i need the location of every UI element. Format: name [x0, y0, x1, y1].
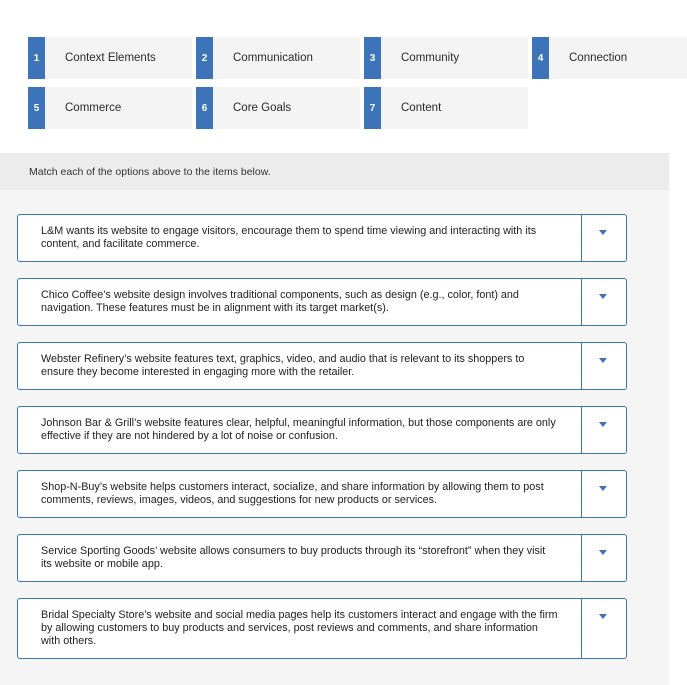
- item-text: L&M wants its website to engage visitors, encourage them to spend time viewing and interacting with its content, and facilitate commerce.: [41, 225, 537, 250]
- items-list: [0, 190, 669, 685]
- item-text: Chico Coffee’s website design involves traditional components, such as design (e.g., color, font) and navigation. These features must be in alignment with its target market(s).: [41, 289, 519, 314]
- option-label: Commerce: [65, 102, 122, 114]
- answer-dropdown[interactable]: [581, 215, 626, 261]
- item-7: [17, 598, 627, 659]
- item-2: [17, 278, 627, 326]
- chevron-down-icon: [599, 550, 607, 555]
- option-5: [28, 87, 192, 129]
- option-3: [364, 37, 528, 79]
- option-label: Core Goals: [233, 102, 292, 114]
- option-1: [28, 37, 192, 79]
- item-6: [17, 534, 627, 582]
- answer-dropdown[interactable]: [581, 343, 626, 389]
- chevron-down-icon: [599, 230, 607, 235]
- chevron-down-icon: [599, 422, 607, 427]
- option-number: 4: [532, 37, 549, 79]
- item-text: Johnson Bar & Grill’s website features clear, helpful, meaningful information, but those components are only effective if they are not hindered by a lot of noise or confusion.: [41, 417, 556, 442]
- option-label: Community: [401, 52, 460, 64]
- item-4: [17, 406, 627, 454]
- option-label: Connection: [569, 52, 628, 64]
- chevron-down-icon: [599, 486, 607, 491]
- chevron-down-icon: [599, 358, 607, 363]
- answer-dropdown[interactable]: [581, 535, 626, 581]
- answer-dropdown[interactable]: [581, 407, 626, 453]
- chevron-down-icon: [599, 614, 607, 619]
- item-text: Service Sporting Goods’ website allows consumers to buy products through its “storefront” when they visit its website or mobile app.: [41, 545, 546, 570]
- option-number: 5: [28, 87, 45, 129]
- item-5: [17, 470, 627, 518]
- option-2: [196, 37, 360, 79]
- answer-dropdown[interactable]: [581, 279, 626, 325]
- answer-dropdown[interactable]: [581, 599, 626, 658]
- item-3: [17, 342, 627, 390]
- item-1: [17, 214, 627, 262]
- item-text: Bridal Specialty Store’s website and social media pages help its customers interact and engage with the firm by allowing customers to buy products and services, post reviews and comments, and share information with others.: [41, 609, 558, 647]
- chevron-down-icon: [599, 294, 607, 299]
- option-label: Content: [401, 102, 442, 114]
- option-number: 1: [28, 37, 45, 79]
- option-number: 7: [364, 87, 381, 129]
- option-number: 3: [364, 37, 381, 79]
- option-6: [196, 87, 360, 129]
- option-number: 6: [196, 87, 213, 129]
- item-text: Shop-N-Buy’s website helps customers interact, socialize, and share information by allowing them to post comments, reviews, images, videos, and suggestions for new products or services.: [41, 481, 544, 506]
- option-7: [364, 87, 528, 129]
- option-label: Communication: [233, 52, 313, 64]
- option-label: Context Elements: [65, 52, 156, 64]
- option-4: [532, 37, 687, 79]
- item-text: Webster Refinery’s website features text, graphics, video, and audio that is relevant to its shoppers to ensure they become interested in engaging more with the retailer.: [41, 353, 525, 378]
- instructions: Match each of the options above to the items below.: [0, 153, 669, 190]
- answer-dropdown[interactable]: [581, 471, 626, 517]
- option-number: 2: [196, 37, 213, 79]
